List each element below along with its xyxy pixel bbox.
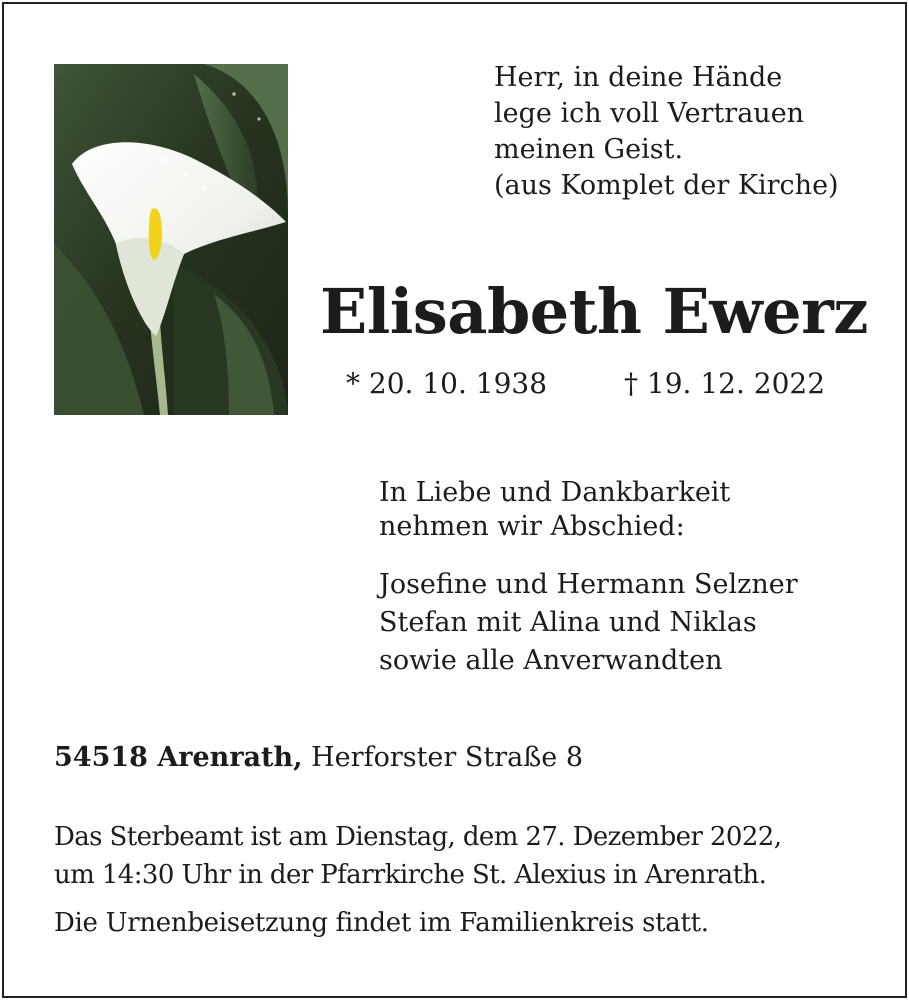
mourner-line: Josefine und Hermann Selzner bbox=[379, 569, 798, 600]
address-city: 54518 Arenrath, bbox=[54, 742, 303, 773]
birth-date: * 20. 10. 1938 bbox=[346, 367, 548, 400]
quote-source: (aus Komplet der Kirche) bbox=[494, 170, 839, 201]
death-date: † 19. 12. 2022 bbox=[624, 367, 826, 400]
urn-burial-info: Die Urnenbeisetzung findet im Familienkreis statt. bbox=[54, 908, 709, 938]
quote-line: Herr, in deine Hände bbox=[494, 62, 783, 93]
mourner-line: Stefan mit Alina und Niklas bbox=[379, 607, 757, 638]
calla-lily-photo bbox=[54, 64, 288, 415]
address-street: Herforster Straße 8 bbox=[311, 742, 584, 773]
farewell-text bbox=[379, 476, 730, 544]
bible-quote bbox=[494, 60, 839, 204]
farewell-line: nehmen wir Abschied: bbox=[379, 511, 685, 542]
calla-lily-icon bbox=[54, 64, 288, 415]
mourners-list bbox=[379, 566, 798, 680]
farewell-line: In Liebe und Dankbarkeit bbox=[379, 477, 731, 508]
service-line: um 14:30 Uhr in der Pfarrkirche St. Alexius in Arenrath. bbox=[54, 860, 767, 890]
deceased-name: Elisabeth Ewerz bbox=[320, 275, 868, 348]
quote-line: lege ich voll Vertrauen bbox=[494, 98, 805, 129]
quote-line: meinen Geist. bbox=[494, 134, 684, 165]
service-info bbox=[54, 818, 781, 894]
service-line: Das Sterbeamt ist am Dienstag, dem 27. Dezember 2022, bbox=[54, 822, 782, 852]
mourner-line: sowie alle Anverwandten bbox=[379, 645, 723, 676]
obituary-card bbox=[2, 2, 907, 998]
address bbox=[54, 740, 583, 776]
